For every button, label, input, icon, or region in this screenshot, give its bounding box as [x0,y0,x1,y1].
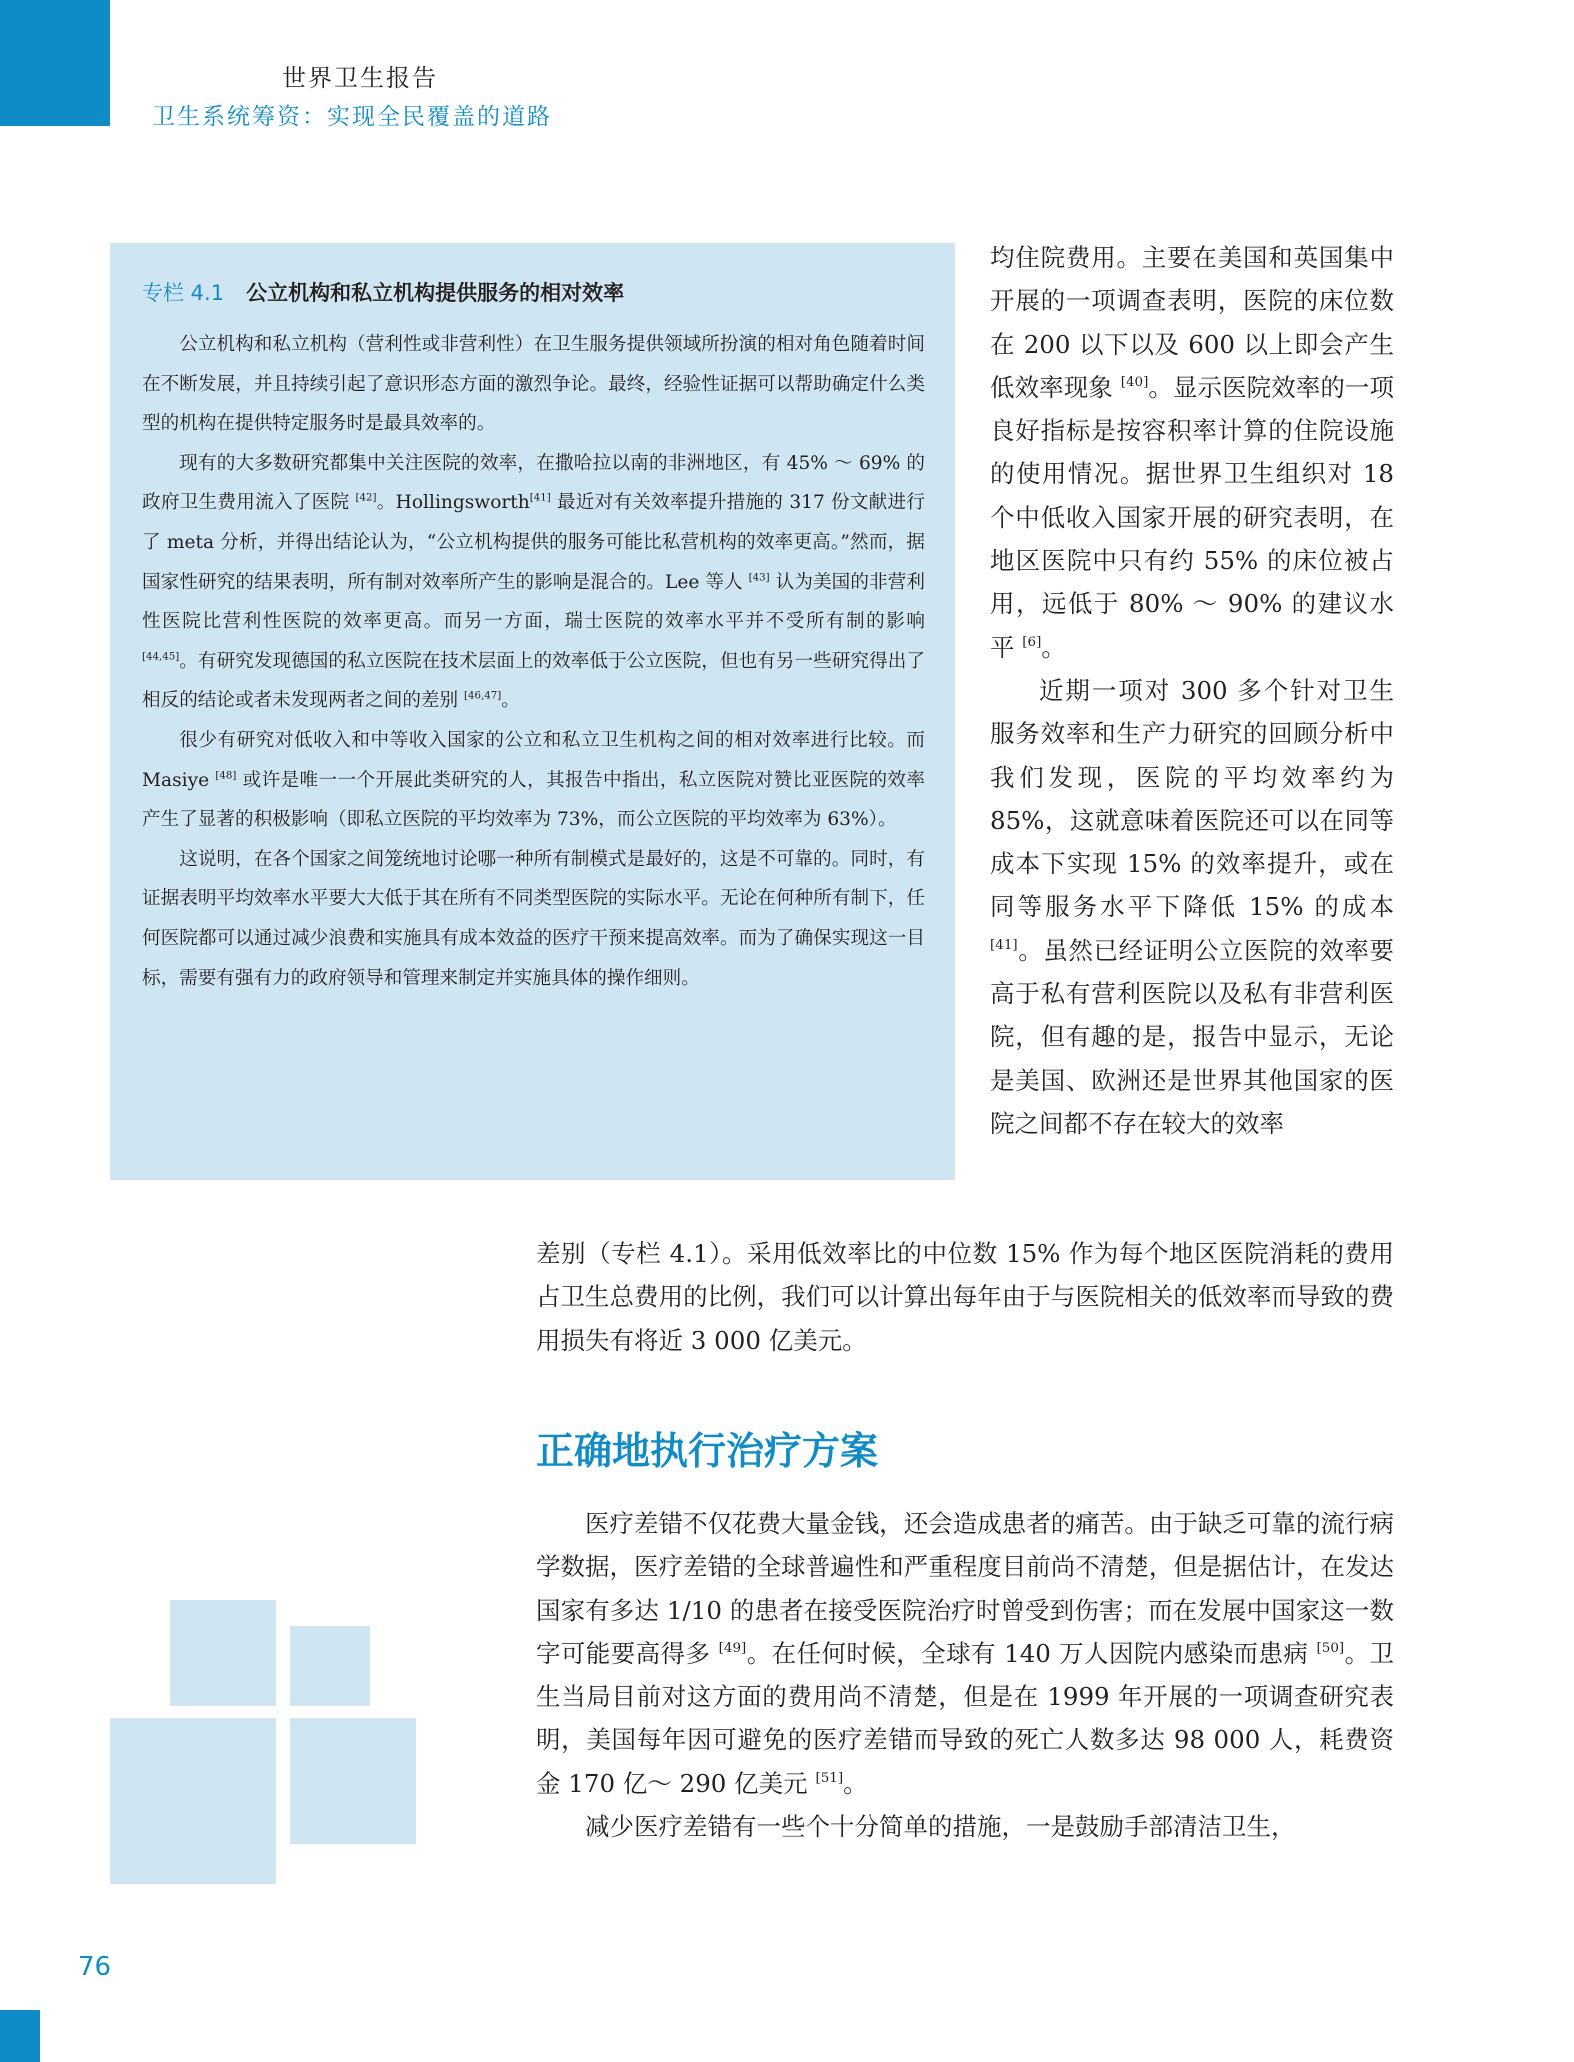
running-title: 世界卫生报告 [282,64,438,92]
section-heading: 正确地执行治疗方案 [536,1429,879,1473]
section-paragraph-2: 减少医疗差错有一些个十分简单的措施，一是鼓励手部清洁卫生， [585,1812,1296,1842]
right-paragraph-1: 均住院费用。主要在美国和英国集中开展的一项调查表明，医院的床位数在 200 以下以及 600 以上即会产生低效率现象 [40]。显示医院效率的一项良好指标是按容积率计算的住院设施的使用情况。据世界卫生组织对 18 个中低收入国家开展的研究表明，在地区医院中只有约 55% 的床位被占用，远低于 80% ～ 90% 的建议水平 [6]。 [990,243,1394,662]
citation-43: [43] [748,571,770,583]
decorative-square-3 [110,1718,276,1884]
citation-42: [42] [355,492,377,504]
box-label: 专栏 4.1 [142,281,225,305]
bottom-color-tab [0,2010,40,2062]
citation-41: [41] [529,492,551,504]
section-body [536,1502,1394,1848]
box-paragraph-4: 这说明，在各个国家之间笼统地讨论哪一种所有制模式是最好的，这是不可靠的。同时，有证据表明平均效率水平要大大低于其在所有不同类型医院的实际水平。无论在何种所有制下，任何医院都可以通过减少浪费和实施具有成本效益的医疗干预来提高效率。而为了确保实现这一目标，需要有强有力的政府领导和管理来制定并实施具体的操作细则。 [142,848,925,989]
citation-6: [6] [1022,633,1042,650]
citation-48: [48] [215,769,237,781]
box-paragraph-1: 公立机构和私立机构（营利性或非营利性）在卫生服务提供领域所扮演的相对角色随着时间在不断发展，并且持续引起了意识形态方面的激烈争论。最终，经验性证据可以帮助确定什么类型的机构在提供特定服务时是最具效率的。 [142,334,925,435]
right-column-text [990,236,1394,1145]
citation-44-45: [44,45] [142,651,180,663]
box-paragraph-3: 很少有研究对低收入和中等收入国家的公立和私立卫生机构之间的相对效率进行比较。而 Masiye [48] 或许是唯一一个开展此类研究的人，其报告中指出，私立医院对赞比亚医院的效率产生了显著的积极影响（即私立医院的平均效率为 73%，而公立医院的平均效率为 63%）。 [142,729,925,831]
citation-41b: [41] [990,936,1018,953]
page-number: 76 [78,1952,112,1982]
citation-40: [40] [1120,373,1149,390]
citation-51: [51] [815,1769,844,1786]
decorative-square-2 [290,1626,370,1706]
full-width-paragraph: 差别（专栏 4.1）。采用低效率比的中位数 15% 作为每个地区医院消耗的费用占卫生总费用的比例，我们可以计算出每年由于与医院相关的低效率而导致的费用损失有将近 3 000 亿美元。 [536,1239,1394,1355]
box-paragraph-2: 现有的大多数研究都集中关注医院的效率，在撒哈拉以南的非洲地区，有 45% ～ 69% 的政府卫生费用流入了医院 [42]。Hollingsworth[41] 最近对有关效率提升措施的 317 份文献进行了 meta 分析，并得出结论认为，“公立机构提供的服务可能比私营机构的效率更高。”然而，据国家性研究的结果表明，所有制对效率所产生的影响是混合的。Lee 等人 [43] 认为美国的非营利性医院比营利性医院的效率更高。而另一方面，瑞士医院的效率水平并不受所有制的影响 [44,45]。有研究发现德国的私立医院在技术层面上的效率低于公立医院，但也有另一些研究得出了相反的结论或者未发现两者之间的差别 [46,47]。 [142,452,925,712]
citation-49: [49] [718,1639,747,1656]
decorative-square-1 [170,1600,276,1706]
sidebar-box-4-1 [110,243,955,1180]
box-header [142,277,925,307]
decorative-square-4 [290,1718,416,1844]
section-paragraph-1: 医疗差错不仅花费大量金钱，还会造成患者的痛苦。由于缺乏可靠的流行病学数据，医疗差错的全球普遍性和严重程度目前尚不清楚，但是据估计，在发达国家有多达 1/10 的患者在接受医院治疗时曾受到伤害；而在发展中国家这一数字可能要高得多 [49]。在任何时候，全球有 140 万人因院内感染而患病 [50]。卫生当局目前对这方面的费用尚不清楚，但是在 1999 年开展的一项调查研究表明，美国每年因可避免的医疗差错而导致的死亡人数多达 98 000 人，耗费资金 170 亿～ 290 亿美元 [51]。 [536,1509,1395,1798]
citation-50: [50] [1316,1639,1345,1656]
running-subtitle: 卫生系统筹资：实现全民覆盖的道路 [152,104,552,130]
citation-46-47: [46,47] [464,690,502,702]
box-title: 公立机构和私立机构提供服务的相对效率 [246,281,625,305]
corner-color-tab [0,0,110,126]
right-paragraph-2: 近期一项对 300 多个针对卫生服务效率和生产力研究的回顾分析中我们发现，医院的平均效率约为 85%，这就意味着医院还可以在同等成本下实现 15% 的效率提升，或在同等服务水平下降低 15% 的成本 [41]。虽然已经证明公立医院的效率要高于私有营利医院以及私有非营利医院，但有趣的是，报告中显示，无论是美国、欧洲还是世界其他国家的医院之间都不存在较大的效率 [990,675,1394,1138]
